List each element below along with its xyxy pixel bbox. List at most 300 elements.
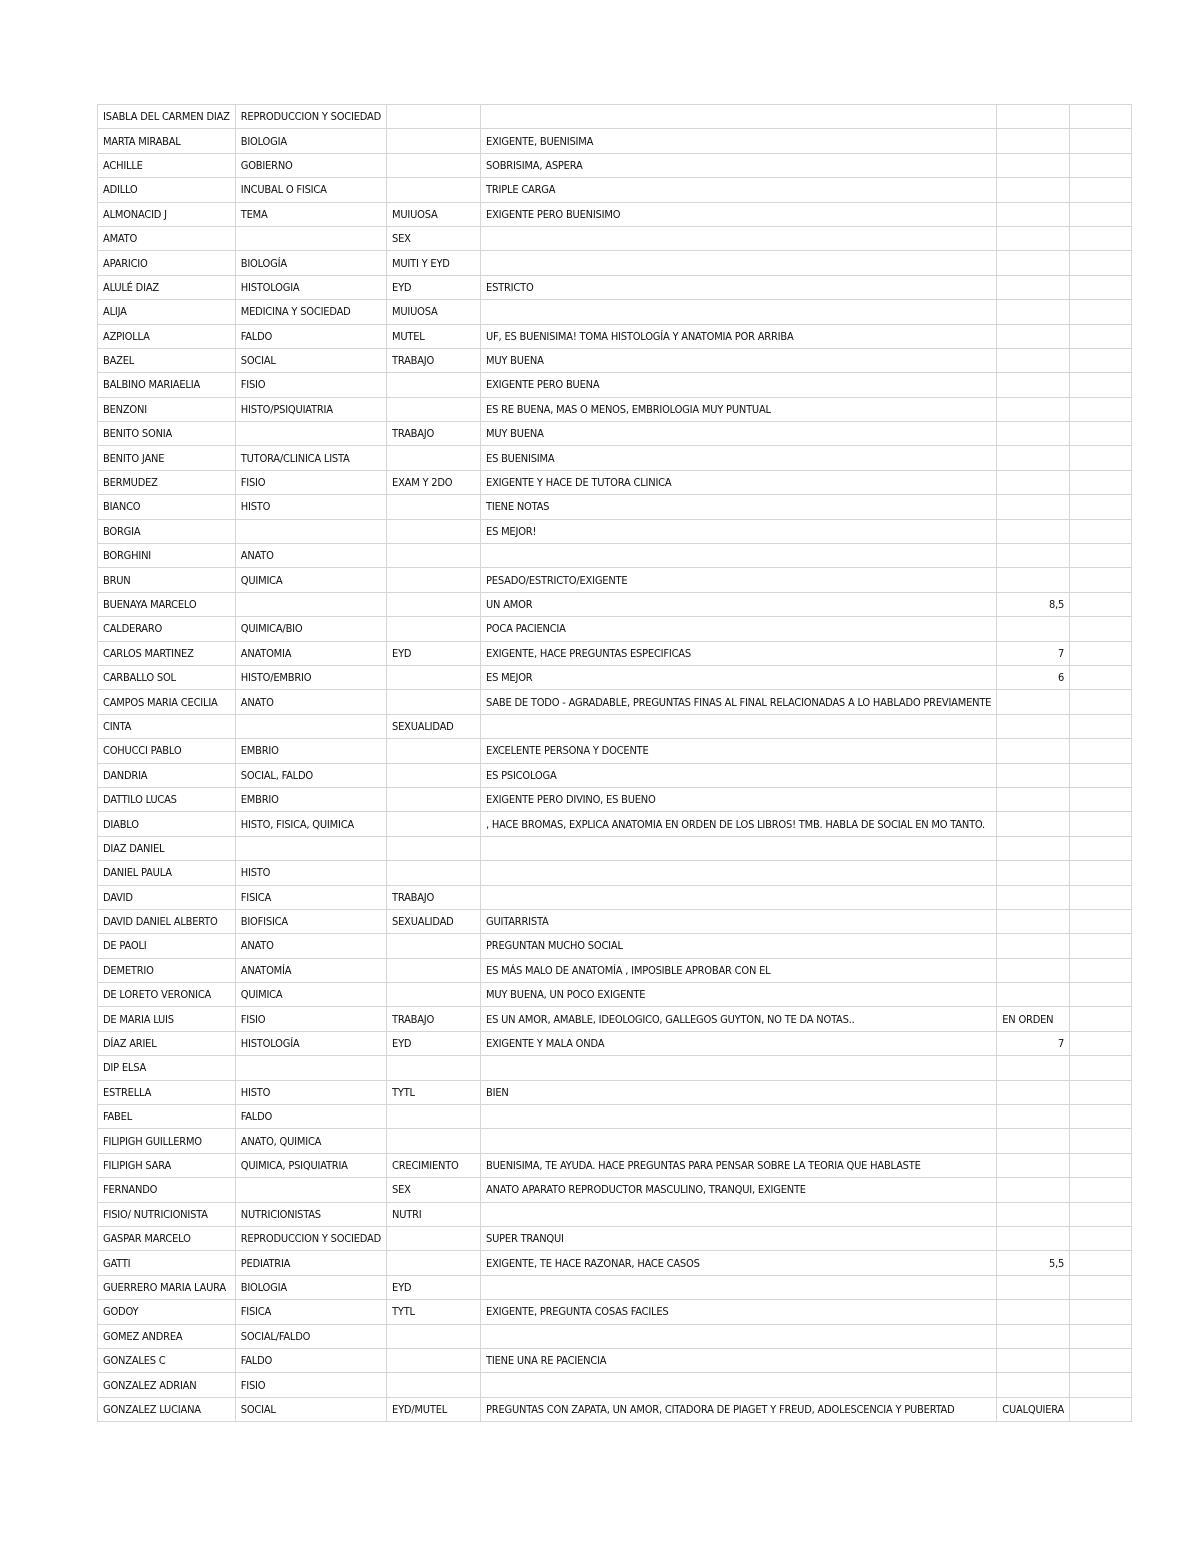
extra-cell (1070, 861, 1132, 885)
grade-cell (997, 422, 1070, 446)
extra-cell (1070, 836, 1132, 860)
grade-cell (997, 617, 1070, 641)
area-cell (387, 836, 481, 860)
subject-cell: FISIO (235, 373, 386, 397)
grade-cell (997, 495, 1070, 519)
subject-cell: REPRODUCCION Y SOCIEDAD (235, 1226, 386, 1250)
area-cell (387, 739, 481, 763)
grade-cell (997, 836, 1070, 860)
extra-cell (1070, 1324, 1132, 1348)
extra-cell (1070, 1105, 1132, 1129)
grade-cell (997, 1080, 1070, 1104)
extra-cell (1070, 1348, 1132, 1372)
table-row (98, 714, 1132, 738)
table-row (98, 836, 1132, 860)
grade-cell: 7 (997, 1031, 1070, 1055)
comment-cell: PREGUNTAN MUCHO SOCIAL (481, 934, 997, 958)
comment-cell (481, 1056, 997, 1080)
area-cell (387, 544, 481, 568)
area-cell (387, 958, 481, 982)
grade-cell (997, 983, 1070, 1007)
area-cell: MUIUOSA (387, 202, 481, 226)
comment-cell (481, 226, 997, 250)
extra-cell (1070, 129, 1132, 153)
table-row (98, 178, 1132, 202)
comment-cell: BUENISIMA, TE AYUDA. HACE PREGUNTAS PARA PENSAR SOBRE LA TEORIA QUE HABLASTE (481, 1153, 997, 1177)
grade-cell (997, 861, 1070, 885)
professor-name-cell: DIAZ DANIEL (98, 836, 236, 860)
table-row (98, 909, 1132, 933)
professor-name-cell: CARBALLO SOL (98, 665, 236, 689)
comment-cell (481, 836, 997, 860)
subject-cell: REPRODUCCION Y SOCIEDAD (235, 105, 386, 129)
area-cell: EYD (387, 275, 481, 299)
area-cell (387, 763, 481, 787)
grade-cell (997, 324, 1070, 348)
extra-cell (1070, 1007, 1132, 1031)
comment-cell (481, 544, 997, 568)
table-row (98, 690, 1132, 714)
extra-cell (1070, 1373, 1132, 1397)
subject-cell: BIOLOGIA (235, 129, 386, 153)
professor-name-cell: BALBINO MARIAELIA (98, 373, 236, 397)
extra-cell (1070, 422, 1132, 446)
extra-cell (1070, 690, 1132, 714)
extra-cell (1070, 105, 1132, 129)
subject-cell: QUIMICA (235, 568, 386, 592)
subject-cell: QUIMICA/BIO (235, 617, 386, 641)
professor-name-cell: DANIEL PAULA (98, 861, 236, 885)
extra-cell (1070, 909, 1132, 933)
table-row (98, 422, 1132, 446)
comment-cell: ES RE BUENA, MAS O MENOS, EMBRIOLOGIA MUY PUNTUAL (481, 397, 997, 421)
extra-cell (1070, 568, 1132, 592)
grade-cell (997, 690, 1070, 714)
table-row (98, 1348, 1132, 1372)
area-cell (387, 1348, 481, 1372)
area-cell: SEX (387, 226, 481, 250)
area-cell (387, 1129, 481, 1153)
subject-cell: HISTO/PSIQUIATRIA (235, 397, 386, 421)
grade-cell (997, 348, 1070, 372)
subject-cell: TUTORA/CLINICA LISTA (235, 446, 386, 470)
table-row (98, 1105, 1132, 1129)
comment-cell: ES MEJOR! (481, 519, 997, 543)
subject-cell: SOCIAL (235, 1397, 386, 1421)
comment-cell: ES PSICOLOGA (481, 763, 997, 787)
table-row (98, 1324, 1132, 1348)
extra-cell (1070, 1202, 1132, 1226)
comment-cell: PREGUNTAS CON ZAPATA, UN AMOR, CITADORA DE PIAGET Y FREUD, ADOLESCENCIA Y PUBERTAD (481, 1397, 997, 1421)
table-row (98, 1275, 1132, 1299)
area-cell (387, 397, 481, 421)
comment-cell: UN AMOR (481, 592, 997, 616)
comment-cell: EXIGENTE, HACE PREGUNTAS ESPECIFICAS (481, 641, 997, 665)
extra-cell (1070, 1129, 1132, 1153)
professor-name-cell: COHUCCI PABLO (98, 739, 236, 763)
area-cell: SEX (387, 1178, 481, 1202)
professor-name-cell: CARLOS MARTINEZ (98, 641, 236, 665)
subject-cell (235, 226, 386, 250)
grade-cell (997, 1373, 1070, 1397)
grade-cell (997, 397, 1070, 421)
grade-cell (997, 202, 1070, 226)
professor-name-cell: ALMONACID J (98, 202, 236, 226)
extra-cell (1070, 495, 1132, 519)
comment-cell: TIENE NOTAS (481, 495, 997, 519)
grade-cell: 8,5 (997, 592, 1070, 616)
extra-cell (1070, 251, 1132, 275)
comment-cell: EXCELENTE PERSONA Y DOCENTE (481, 739, 997, 763)
extra-cell (1070, 397, 1132, 421)
comment-cell (481, 1373, 997, 1397)
professor-name-cell: DE LORETO VERONICA (98, 983, 236, 1007)
table-row (98, 397, 1132, 421)
table-row (98, 983, 1132, 1007)
grade-cell (997, 446, 1070, 470)
comment-cell (481, 300, 997, 324)
extra-cell (1070, 641, 1132, 665)
grade-cell (997, 787, 1070, 811)
subject-cell: NUTRICIONISTAS (235, 1202, 386, 1226)
extra-cell (1070, 544, 1132, 568)
professor-name-cell: DAVID (98, 885, 236, 909)
grade-cell: 7 (997, 641, 1070, 665)
extra-cell (1070, 275, 1132, 299)
area-cell (387, 446, 481, 470)
professor-name-cell: AZPIOLLA (98, 324, 236, 348)
grade-cell (997, 226, 1070, 250)
grade-cell: 6 (997, 665, 1070, 689)
table-row (98, 1226, 1132, 1250)
professor-name-cell: FILIPIGH SARA (98, 1153, 236, 1177)
grade-cell (997, 1129, 1070, 1153)
table-row (98, 1251, 1132, 1275)
grade-cell (997, 1275, 1070, 1299)
table-row (98, 348, 1132, 372)
grade-cell (997, 909, 1070, 933)
area-cell: TYTL (387, 1300, 481, 1324)
professor-name-cell: BORGIA (98, 519, 236, 543)
comment-cell: POCA PACIENCIA (481, 617, 997, 641)
grade-cell: CUALQUIERA (997, 1397, 1070, 1421)
professor-name-cell: FERNANDO (98, 1178, 236, 1202)
area-cell (387, 1056, 481, 1080)
subject-cell: INCUBAL O FISICA (235, 178, 386, 202)
grade-cell (997, 1202, 1070, 1226)
area-cell: MUIUOSA (387, 300, 481, 324)
extra-cell (1070, 1056, 1132, 1080)
subject-cell: TEMA (235, 202, 386, 226)
extra-cell (1070, 617, 1132, 641)
subject-cell: SOCIAL, FALDO (235, 763, 386, 787)
subject-cell: ANATOMIA (235, 641, 386, 665)
comment-cell: TRIPLE CARGA (481, 178, 997, 202)
subject-cell: ANATO, QUIMICA (235, 1129, 386, 1153)
table-row (98, 300, 1132, 324)
professor-name-cell: GONZALEZ ADRIAN (98, 1373, 236, 1397)
grade-cell (997, 1324, 1070, 1348)
comment-cell (481, 1202, 997, 1226)
table-row (98, 105, 1132, 129)
subject-cell: HISTOLOGIA (235, 275, 386, 299)
extra-cell (1070, 787, 1132, 811)
table-row (98, 1397, 1132, 1421)
subject-cell: QUIMICA (235, 983, 386, 1007)
professor-name-cell: CAMPOS MARIA CECILIA (98, 690, 236, 714)
table-row (98, 324, 1132, 348)
subject-cell: ANATO (235, 544, 386, 568)
professor-name-cell: DAVID DANIEL ALBERTO (98, 909, 236, 933)
extra-cell (1070, 763, 1132, 787)
comment-cell: SOBRISIMA, ASPERA (481, 153, 997, 177)
comment-cell (481, 1129, 997, 1153)
extra-cell (1070, 1275, 1132, 1299)
table-row (98, 885, 1132, 909)
grade-cell (997, 1056, 1070, 1080)
table-row (98, 446, 1132, 470)
area-cell: EYD (387, 1275, 481, 1299)
comment-cell: , HACE BROMAS, EXPLICA ANATOMIA EN ORDEN DE LOS LIBROS! TMB. HABLA DE SOCIAL EN MO TANTO. (481, 812, 997, 836)
extra-cell (1070, 153, 1132, 177)
comment-cell: EXIGENTE Y MALA ONDA (481, 1031, 997, 1055)
professor-name-cell: DANDRIA (98, 763, 236, 787)
extra-cell (1070, 1080, 1132, 1104)
extra-cell (1070, 202, 1132, 226)
grade-cell (997, 178, 1070, 202)
grade-cell: 5,5 (997, 1251, 1070, 1275)
subject-cell (235, 1056, 386, 1080)
table-row (98, 958, 1132, 982)
professor-name-cell: CALDERARO (98, 617, 236, 641)
subject-cell: BIOLOGIA (235, 1275, 386, 1299)
area-cell (387, 129, 481, 153)
subject-cell: BIOFISICA (235, 909, 386, 933)
area-cell: SEXUALIDAD (387, 909, 481, 933)
subject-cell: FISIO (235, 1007, 386, 1031)
professor-name-cell: ISABLA DEL CARMEN DIAZ (98, 105, 236, 129)
grade-cell (997, 373, 1070, 397)
area-cell (387, 153, 481, 177)
professor-name-cell: FILIPIGH GUILLERMO (98, 1129, 236, 1153)
comment-cell: ES UN AMOR, AMABLE, IDEOLOGICO, GALLEGOS GUYTON, NO TE DA NOTAS.. (481, 1007, 997, 1031)
extra-cell (1070, 739, 1132, 763)
professor-name-cell: GASPAR MARCELO (98, 1226, 236, 1250)
grade-cell (997, 544, 1070, 568)
grade-cell (997, 958, 1070, 982)
extra-cell (1070, 519, 1132, 543)
spreadsheet-table (97, 104, 1132, 1422)
subject-cell: QUIMICA, PSIQUIATRIA (235, 1153, 386, 1177)
comment-cell: TIENE UNA RE PACIENCIA (481, 1348, 997, 1372)
subject-cell: HISTO (235, 495, 386, 519)
comment-cell: ES MEJOR (481, 665, 997, 689)
subject-cell: HISTO (235, 1080, 386, 1104)
professor-name-cell: GONZALEZ LUCIANA (98, 1397, 236, 1421)
area-cell: EYD (387, 1031, 481, 1055)
comment-cell: MUY BUENA, UN POCO EXIGENTE (481, 983, 997, 1007)
area-cell (387, 592, 481, 616)
extra-cell (1070, 812, 1132, 836)
subject-cell: EMBRIO (235, 787, 386, 811)
professor-name-cell: ALIJA (98, 300, 236, 324)
comment-cell: EXIGENTE, PREGUNTA COSAS FACILES (481, 1300, 997, 1324)
comment-cell: EXIGENTE, BUENISIMA (481, 129, 997, 153)
table-row (98, 568, 1132, 592)
subject-cell: ANATO (235, 690, 386, 714)
grade-cell (997, 275, 1070, 299)
subject-cell: SOCIAL/FALDO (235, 1324, 386, 1348)
grade-cell (997, 1105, 1070, 1129)
grade-cell (997, 519, 1070, 543)
comment-cell: ANATO APARATO REPRODUCTOR MASCULINO, TRANQUI, EXIGENTE (481, 1178, 997, 1202)
comment-cell (481, 105, 997, 129)
subject-cell: BIOLOGÍA (235, 251, 386, 275)
extra-cell (1070, 1300, 1132, 1324)
area-cell: NUTRI (387, 1202, 481, 1226)
extra-cell (1070, 373, 1132, 397)
area-cell: TRABAJO (387, 422, 481, 446)
table-row (98, 1031, 1132, 1055)
grade-cell (997, 1300, 1070, 1324)
grade-cell (997, 1153, 1070, 1177)
area-cell (387, 1373, 481, 1397)
area-cell (387, 934, 481, 958)
area-cell: TRABAJO (387, 1007, 481, 1031)
table-row (98, 1178, 1132, 1202)
area-cell: SEXUALIDAD (387, 714, 481, 738)
extra-cell (1070, 300, 1132, 324)
area-cell: EYD (387, 641, 481, 665)
subject-cell: EMBRIO (235, 739, 386, 763)
professor-name-cell: ESTRELLA (98, 1080, 236, 1104)
table-row (98, 1300, 1132, 1324)
area-cell (387, 1251, 481, 1275)
comment-cell: UF, ES BUENISIMA! TOMA HISTOLOGÍA Y ANATOMIA POR ARRIBA (481, 324, 997, 348)
table-row (98, 1373, 1132, 1397)
professor-name-cell: BORGHINI (98, 544, 236, 568)
professor-name-cell: BERMUDEZ (98, 470, 236, 494)
table-row (98, 1129, 1132, 1153)
professor-name-cell: GONZALES C (98, 1348, 236, 1372)
subject-cell: HISTO/EMBRIO (235, 665, 386, 689)
comment-cell: EXIGENTE PERO BUENISIMO (481, 202, 997, 226)
comment-cell: EXIGENTE PERO DIVINO, ES BUENO (481, 787, 997, 811)
table-row (98, 153, 1132, 177)
professor-name-cell: GODOY (98, 1300, 236, 1324)
extra-cell (1070, 1031, 1132, 1055)
table-row (98, 1056, 1132, 1080)
subject-cell (235, 836, 386, 860)
area-cell: TRABAJO (387, 348, 481, 372)
area-cell (387, 373, 481, 397)
comment-cell (481, 885, 997, 909)
professor-name-cell: DE PAOLI (98, 934, 236, 958)
grade-cell (997, 763, 1070, 787)
grade-cell: EN ORDEN (997, 1007, 1070, 1031)
area-cell: MUITI Y EYD (387, 251, 481, 275)
extra-cell (1070, 178, 1132, 202)
comment-cell: BIEN (481, 1080, 997, 1104)
professor-name-cell: BENZONI (98, 397, 236, 421)
table-row (98, 470, 1132, 494)
extra-cell (1070, 714, 1132, 738)
comment-cell (481, 251, 997, 275)
extra-cell (1070, 348, 1132, 372)
professor-name-cell: AMATO (98, 226, 236, 250)
professor-name-cell: DIABLO (98, 812, 236, 836)
table-row (98, 934, 1132, 958)
grade-cell (997, 1348, 1070, 1372)
table-row (98, 787, 1132, 811)
area-cell (387, 568, 481, 592)
grade-cell (997, 934, 1070, 958)
table-row (98, 1007, 1132, 1031)
spreadsheet-body (98, 105, 1132, 1422)
subject-cell: HISTOLOGÍA (235, 1031, 386, 1055)
subject-cell: GOBIERNO (235, 153, 386, 177)
extra-cell (1070, 1153, 1132, 1177)
comment-cell: ES MÁS MALO DE ANATOMÍA , IMPOSIBLE APROBAR CON EL (481, 958, 997, 982)
area-cell (387, 690, 481, 714)
professor-name-cell: CINTA (98, 714, 236, 738)
subject-cell: FISICA (235, 1300, 386, 1324)
professor-name-cell: GUERRERO MARIA LAURA (98, 1275, 236, 1299)
extra-cell (1070, 592, 1132, 616)
table-row (98, 275, 1132, 299)
subject-cell (235, 714, 386, 738)
subject-cell: HISTO, FISICA, QUIMICA (235, 812, 386, 836)
table-row (98, 373, 1132, 397)
subject-cell: FALDO (235, 1348, 386, 1372)
area-cell (387, 861, 481, 885)
grade-cell (997, 812, 1070, 836)
grade-cell (997, 105, 1070, 129)
table-row (98, 129, 1132, 153)
comment-cell: PESADO/ESTRICTO/EXIGENTE (481, 568, 997, 592)
subject-cell: FISIO (235, 470, 386, 494)
table-row (98, 812, 1132, 836)
professor-name-cell: FABEL (98, 1105, 236, 1129)
subject-cell: ANATOMÍA (235, 958, 386, 982)
comment-cell: EXIGENTE PERO BUENA (481, 373, 997, 397)
subject-cell: FALDO (235, 1105, 386, 1129)
area-cell (387, 1105, 481, 1129)
area-cell (387, 983, 481, 1007)
extra-cell (1070, 958, 1132, 982)
area-cell (387, 1324, 481, 1348)
area-cell: MUTEL (387, 324, 481, 348)
subject-cell (235, 422, 386, 446)
professor-name-cell: GOMEZ ANDREA (98, 1324, 236, 1348)
comment-cell: ESTRICTO (481, 275, 997, 299)
area-cell: TRABAJO (387, 885, 481, 909)
professor-name-cell: ACHILLE (98, 153, 236, 177)
professor-name-cell: GATTI (98, 1251, 236, 1275)
area-cell: EXAM Y 2DO (387, 470, 481, 494)
area-cell (387, 178, 481, 202)
table-row (98, 519, 1132, 543)
area-cell: CRECIMIENTO (387, 1153, 481, 1177)
grade-cell (997, 153, 1070, 177)
comment-cell: GUITARRISTA (481, 909, 997, 933)
table-row (98, 226, 1132, 250)
extra-cell (1070, 1251, 1132, 1275)
comment-cell (481, 1105, 997, 1129)
extra-cell (1070, 665, 1132, 689)
professor-name-cell: FISIO/ NUTRICIONISTA (98, 1202, 236, 1226)
extra-cell (1070, 470, 1132, 494)
